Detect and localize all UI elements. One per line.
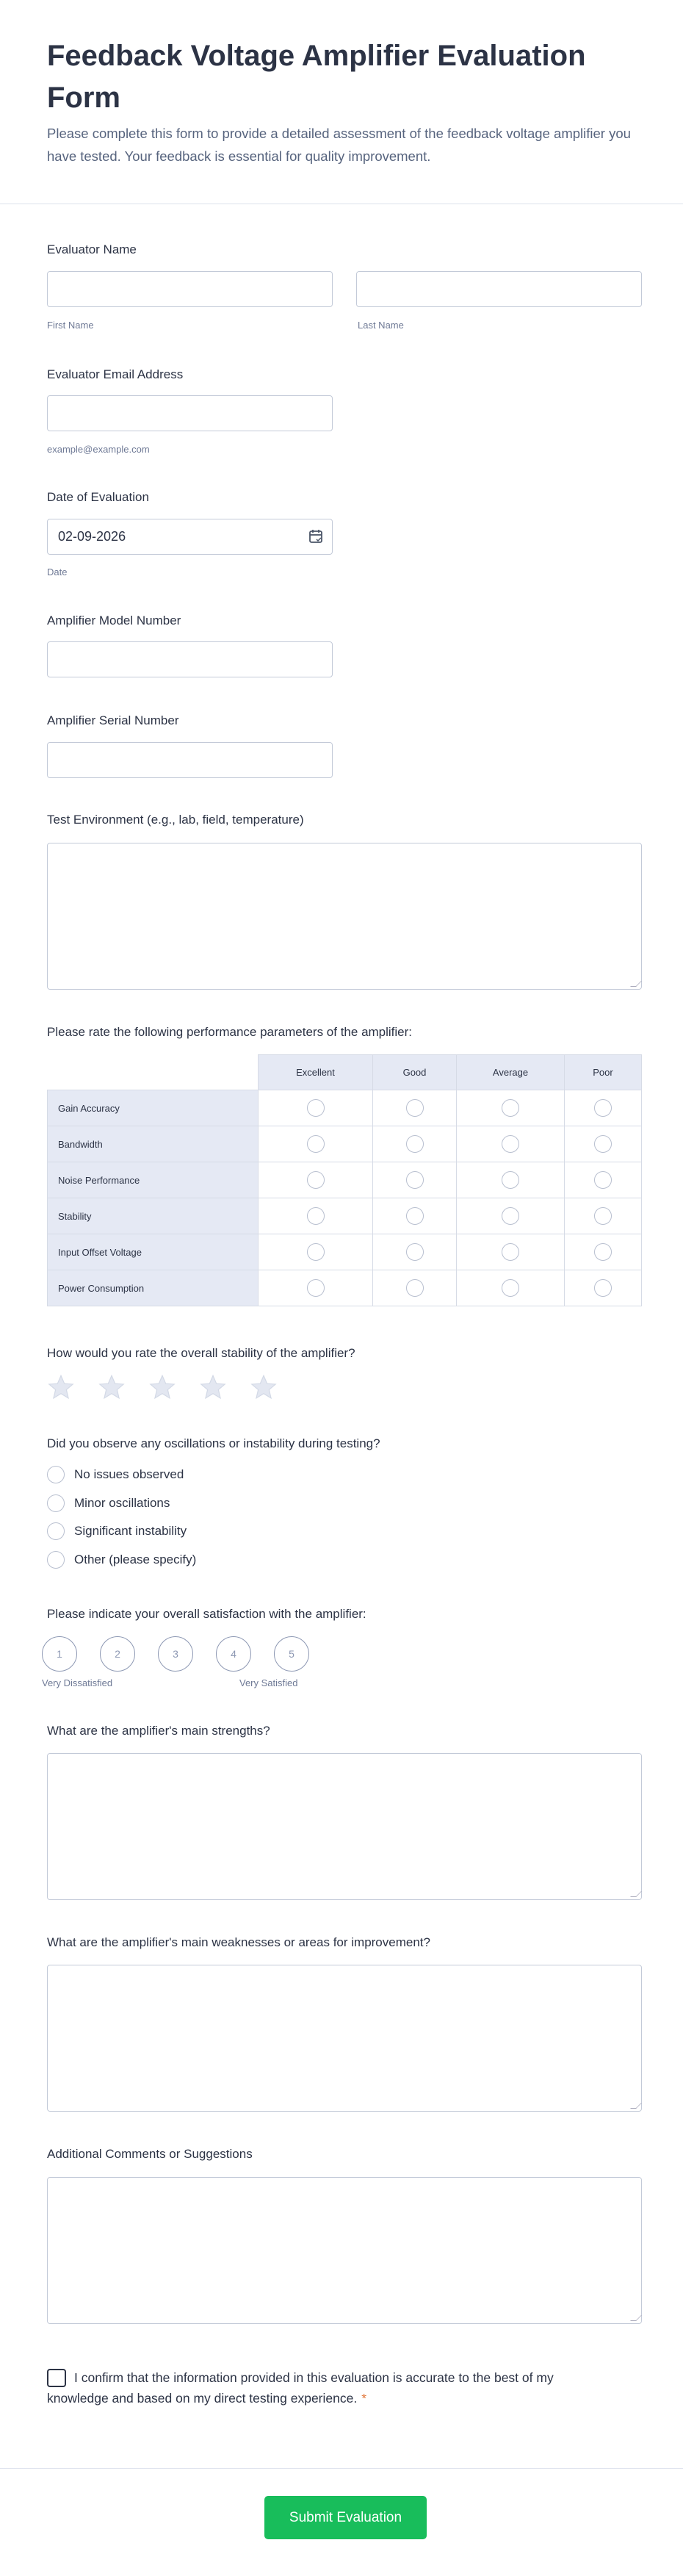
option-label: Significant instability [74,1524,187,1538]
matrix-cell [373,1198,457,1234]
option-label: No issues observed [74,1467,184,1481]
matrix-radio[interactable] [502,1135,519,1153]
scale-high-label: Very Satisfied [239,1677,298,1688]
matrix-row-label: Stability [47,1198,259,1234]
matrix-radio[interactable] [502,1171,519,1189]
matrix-radio[interactable] [502,1279,519,1297]
matrix-cell [565,1198,642,1234]
weaknesses-label: What are the amplifier's main weaknesses or areas for improvement? [47,1935,430,1949]
matrix-cell [259,1162,373,1198]
matrix-cell [259,1126,373,1162]
matrix-row [47,1126,642,1162]
serial-number-input[interactable] [47,742,333,778]
date-input[interactable] [47,519,333,555]
option-label: Other (please specify) [74,1552,197,1566]
matrix-row [47,1090,642,1126]
model-number-label: Amplifier Model Number [47,614,181,627]
star-icon[interactable] [199,1374,227,1400]
matrix-cell [457,1234,565,1270]
scale-option[interactable]: 5 [274,1636,309,1672]
matrix-cell [373,1162,457,1198]
matrix-radio[interactable] [307,1207,325,1225]
calendar-icon[interactable] [308,528,323,544]
first-name-sublabel: First Name [47,320,94,331]
scale-low-label: Very Dissatisfied [42,1677,113,1688]
matrix-radio[interactable] [406,1099,424,1117]
matrix-row-label: Bandwidth [47,1126,259,1162]
matrix-cell [565,1126,642,1162]
matrix-cell [373,1270,457,1306]
date-value: 02-09-2026 [58,529,126,544]
matrix-column-header: Good [373,1054,457,1090]
required-mark: * [361,2391,367,2406]
matrix-radio[interactable] [307,1099,325,1117]
matrix-row [47,1198,642,1234]
radio-button[interactable] [47,1551,65,1569]
matrix-cell [565,1270,642,1306]
confirm-text [47,2367,576,2408]
matrix-cell [457,1270,565,1306]
matrix-radio[interactable] [406,1135,424,1153]
matrix-radio[interactable] [406,1279,424,1297]
matrix-label: Please rate the following performance parameters of the amplifier: [47,1025,413,1039]
stability-rating-label: How would you rate the overall stability of the amplifier? [47,1346,355,1360]
matrix-radio[interactable] [307,1279,325,1297]
matrix-cell [457,1162,565,1198]
matrix-radio[interactable] [406,1171,424,1189]
oscillation-option[interactable] [47,1522,187,1540]
date-label: Date of Evaluation [47,490,149,504]
matrix-cell [259,1234,373,1270]
matrix-cell [373,1234,457,1270]
matrix-cell [457,1090,565,1126]
matrix-cell [373,1090,457,1126]
matrix-radio[interactable] [307,1135,325,1153]
matrix-cell [259,1270,373,1306]
scale-option[interactable]: 2 [100,1636,135,1672]
matrix-radio[interactable] [502,1243,519,1261]
performance-matrix [47,1054,642,1306]
matrix-cell [457,1126,565,1162]
email-label: Evaluator Email Address [47,367,184,381]
radio-button[interactable] [47,1466,65,1483]
matrix-radio[interactable] [594,1243,612,1261]
comments-label: Additional Comments or Suggestions [47,2147,253,2161]
last-name-sublabel: Last Name [358,320,404,331]
matrix-radio[interactable] [307,1171,325,1189]
matrix-row [47,1162,642,1198]
matrix-column-header: Poor [565,1054,642,1090]
matrix-row [47,1234,642,1270]
evaluator-name-label: Evaluator Name [47,242,137,256]
matrix-row-label: Gain Accuracy [47,1090,259,1126]
scale-option[interactable]: 3 [158,1636,193,1672]
matrix-cell [457,1198,565,1234]
oscillation-option[interactable] [47,1466,184,1483]
option-label: Minor oscillations [74,1495,170,1510]
comments-textarea[interactable] [47,2177,642,2324]
matrix-cell [565,1234,642,1270]
matrix-radio[interactable] [502,1099,519,1117]
submit-button[interactable]: Submit Evaluation [264,2496,427,2539]
matrix-radio[interactable] [406,1207,424,1225]
matrix-cell [259,1198,373,1234]
strengths-label: What are the amplifier's main strengths? [47,1724,270,1738]
matrix-radio[interactable] [594,1207,612,1225]
matrix-column-header: Excellent [259,1054,373,1090]
matrix-radio[interactable] [594,1279,612,1297]
oscillation-option[interactable] [47,1494,170,1512]
star-icon[interactable] [250,1374,278,1400]
matrix-column-header: Average [457,1054,565,1090]
matrix-radio[interactable] [594,1135,612,1153]
scale-option[interactable]: 4 [216,1636,251,1672]
footer-divider [0,2468,683,2469]
matrix-row-label: Power Consumption [47,1270,259,1306]
matrix-row [47,1270,642,1306]
test-environment-textarea[interactable] [47,843,642,990]
strengths-textarea[interactable] [47,1753,642,1900]
email-sublabel: example@example.com [47,444,150,455]
serial-number-label: Amplifier Serial Number [47,713,179,727]
matrix-row-label: Input Offset Voltage [47,1234,259,1270]
matrix-corner [47,1054,259,1090]
star-icon[interactable] [98,1374,126,1400]
star-icon[interactable] [148,1374,176,1400]
matrix-radio[interactable] [502,1207,519,1225]
radio-button[interactable] [47,1494,65,1512]
star-icon[interactable] [47,1374,75,1400]
radio-button[interactable] [47,1522,65,1540]
confirm-label: I confirm that the information provided in this evaluation is accurate to the best of my knowledge and based on my direct testing experience. [47,2370,554,2406]
first-name-input[interactable] [47,271,333,307]
matrix-radio[interactable] [307,1243,325,1261]
model-number-input[interactable] [47,641,333,677]
matrix-cell [565,1162,642,1198]
matrix-cell [373,1126,457,1162]
matrix-cell [565,1090,642,1126]
test-environment-label: Test Environment (e.g., lab, field, temperature) [47,813,304,827]
last-name-input[interactable] [356,271,642,307]
matrix-radio[interactable] [594,1171,612,1189]
matrix-radio[interactable] [406,1243,424,1261]
date-sublabel: Date [47,566,68,578]
matrix-row-label: Noise Performance [47,1162,259,1198]
form-description: Please complete this form to provide a detailed assessment of the feedback voltage amplifier you have tested. Your feedback is essential for quality improvement. [47,126,631,164]
oscillation-option[interactable] [47,1551,196,1569]
email-input[interactable] [47,395,333,431]
satisfaction-label: Please indicate your overall satisfaction with the amplifier: [47,1607,366,1621]
matrix-cell [259,1090,373,1126]
scale-option[interactable]: 1 [42,1636,77,1672]
matrix-radio[interactable] [594,1099,612,1117]
form-title: Feedback Voltage Amplifier Evaluation Form [47,40,586,114]
oscillations-label: Did you observe any oscillations or instability during testing? [47,1436,380,1450]
weaknesses-textarea[interactable] [47,1965,642,2112]
